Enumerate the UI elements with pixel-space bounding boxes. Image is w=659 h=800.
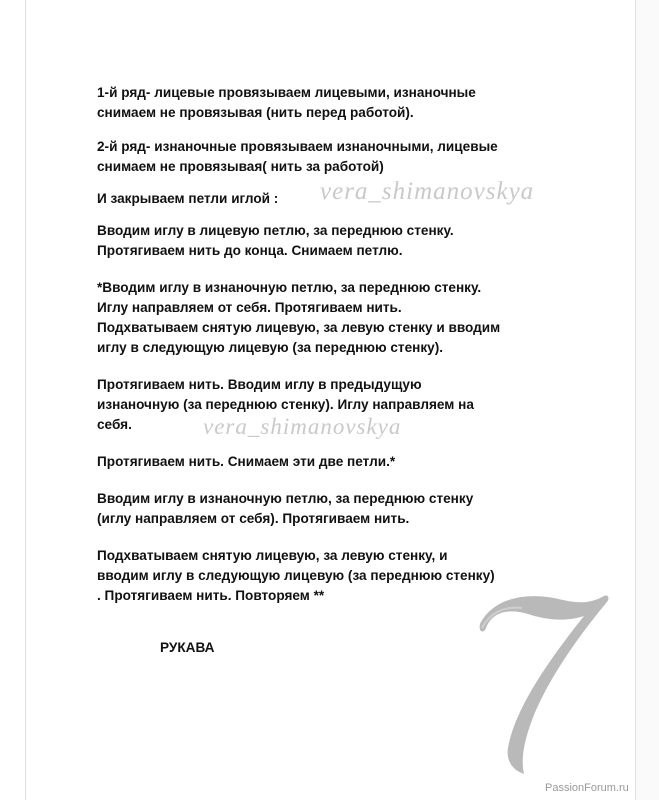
text-line: . Протягиваем нить. Повторяем ** xyxy=(97,588,325,603)
page-number-graphic xyxy=(462,588,612,778)
text-line: себя. xyxy=(97,417,132,432)
text-line: Вводим иглу в изнаночную петлю, за переднюю стенку xyxy=(97,491,474,506)
paragraph-step-2 xyxy=(97,278,577,358)
text-line: иглу в следующую лицевую (за переднюю стенку). xyxy=(97,340,444,355)
paragraph-step-4 xyxy=(97,452,577,472)
author-watermark: vera_shimanovskya xyxy=(320,178,535,205)
paragraph-step-5 xyxy=(97,489,577,529)
page-right-border xyxy=(635,0,636,800)
page-left-border xyxy=(25,0,26,800)
paragraph-row-1 xyxy=(97,83,577,123)
text-line: снимаем не провязывая( нить за работой) xyxy=(97,159,384,174)
text-line: снимаем не провязывая (нить перед работой). xyxy=(97,105,414,120)
text-line: Протягиваем нить. Вводим иглу в предыдущую xyxy=(97,377,422,392)
author-watermark: vera_shimanovskya xyxy=(203,414,402,439)
text-line: (иглу направляем от себя). Протягиваем нить. xyxy=(97,511,410,526)
page-right-margin xyxy=(636,0,659,800)
page-number: 7 xyxy=(462,588,463,589)
site-watermark: PassionForum.ru xyxy=(545,782,629,794)
text-line: 2-й ряд- изнаночные провязываем изнаночными, лицевые xyxy=(97,139,498,154)
text-line: Иглу направляем от себя. Протягиваем нить. xyxy=(97,300,402,315)
text-line: 1-й ряд- лицевые провязываем лицевыми, изнаночные xyxy=(97,85,476,100)
section-heading-sleeves: РУКАВА xyxy=(160,640,215,655)
text-line: И закрываем петли иглой : xyxy=(97,191,279,206)
instructions-text xyxy=(97,83,577,620)
paragraph-row-2 xyxy=(97,137,577,177)
text-line: изнаночную (за переднюю стенку). Иглу направляем на xyxy=(97,397,474,412)
text-line: Вводим иглу в лицевую петлю, за переднюю стенку. xyxy=(97,223,454,238)
text-line: Протягиваем нить. Снимаем эти две петли.* xyxy=(97,454,396,469)
text-line: Протягиваем нить до конца. Снимаем петлю. xyxy=(97,243,403,258)
text-line: Подхватываем снятую лицевую, за левую стенку и вводим xyxy=(97,320,501,335)
paragraph-step-1 xyxy=(97,221,577,261)
text-line: вводим иглу в следующую лицевую (за переднюю стенку) xyxy=(97,568,495,583)
text-line: Подхватываем снятую лицевую, за левую стенку, и xyxy=(97,548,448,563)
text-line: *Вводим иглу в изнаночную петлю, за переднюю стенку. xyxy=(97,280,482,295)
